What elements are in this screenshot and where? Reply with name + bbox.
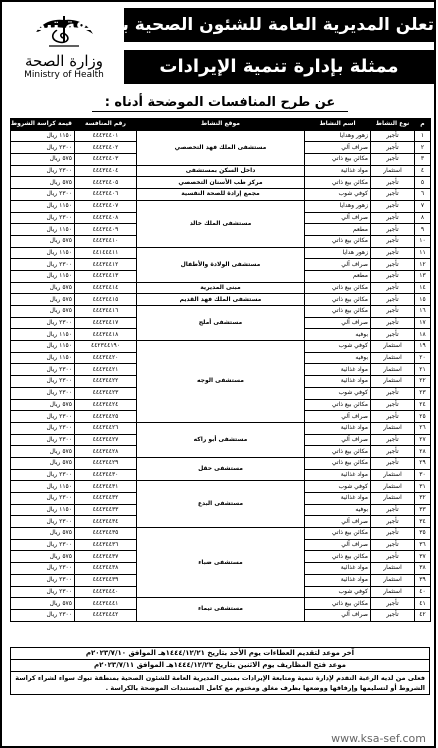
cell-type: تأجير <box>371 609 415 621</box>
cell-type: تأجير <box>371 270 415 282</box>
cell-name: مكائن بيع ذاتي <box>305 457 371 469</box>
cell-type: تأجير <box>371 434 415 446</box>
tender-subtitle <box>2 94 438 112</box>
cell-index: ١٩ <box>415 341 431 353</box>
logo-arabic-text: وزارة الصحة <box>25 52 103 70</box>
cell-price: ١١٥٠ ريال <box>11 329 75 341</box>
cell-number: ٤٤٤٣٤٤٢٣ <box>75 387 137 399</box>
cell-index: ٣٨ <box>415 563 431 575</box>
cell-site: داخل السكن بمستشفى <box>137 165 305 177</box>
cell-type: تأجير <box>371 154 415 166</box>
cell-index: ١٨ <box>415 329 431 341</box>
cell-site: مستشفى تيماء <box>137 598 305 621</box>
deadline-line: آخر موعد لتقديم العطاءات يوم الأحد بتاريخ ١٤٤٤/١٢/٢١هـ الموافق ٢٠٢٣/٧/١٠م <box>10 647 430 660</box>
table-row <box>11 422 431 434</box>
cell-site: مركز طب الأسنان التخصصي <box>137 177 305 189</box>
cell-type: تأجير <box>371 516 415 528</box>
cell-number: ٤٤٤٣٤٤٠٣ <box>75 154 137 166</box>
cell-index: ٤١ <box>415 598 431 610</box>
cell-type: استثمار <box>371 341 415 353</box>
cell-price: ١١٥٠ ريال <box>11 341 75 353</box>
cell-type: تأجير <box>371 224 415 236</box>
cell-type: استثمار <box>371 574 415 586</box>
cell-index: ٣٦ <box>415 539 431 551</box>
table-row <box>11 177 431 189</box>
cell-price: ٥٧٥ ريال <box>11 154 75 166</box>
subtitle-text: عن طرح المنافسات الموضحة أدناه : <box>104 95 336 110</box>
cell-number: ٤٤٤٣٤٤٣٣ <box>75 504 137 516</box>
cell-price: ٢٣٠٠ ريال <box>11 609 75 621</box>
cell-price: ١١٥٠ ريال <box>11 504 75 516</box>
cell-price: ٢٣٠٠ ريال <box>11 434 75 446</box>
cell-index: ٢٧ <box>415 434 431 446</box>
cell-price: ٢٣٠٠ ريال <box>11 142 75 154</box>
cell-type: استثمار <box>371 481 415 493</box>
table-row <box>11 457 431 469</box>
cell-price: ٥٧٥ ريال <box>11 446 75 458</box>
cell-price: ٢٣٠٠ ريال <box>11 469 75 481</box>
cell-name: مواد غذائية <box>305 563 371 575</box>
cell-name: مكائن بيع ذاتي <box>305 306 371 318</box>
cell-type: تأجير <box>371 329 415 341</box>
cell-type: تأجير <box>371 446 415 458</box>
cell-number: ٤٤٤٣٤٤٠٢ <box>75 142 137 154</box>
cell-index: ٣٣ <box>415 504 431 516</box>
cell-index: ٣٠ <box>415 469 431 481</box>
cell-price: ٢٣٠٠ ريال <box>11 493 75 505</box>
cell-site: مجمع إرادة للصحة النفسية <box>137 189 305 201</box>
cell-index: ٢١ <box>415 364 431 376</box>
table-row <box>11 294 431 306</box>
tenders-table <box>10 118 431 622</box>
cell-index: ٢٢ <box>415 376 431 388</box>
cell-name: مطعم <box>305 224 371 236</box>
cell-price: ٢٣٠٠ ريال <box>11 574 75 586</box>
cell-number: ٤٤٤٣٤٤٠٧ <box>75 200 137 212</box>
cell-number: ٤٤٤٣٤٤٠٦ <box>75 189 137 201</box>
cell-price: ٢٣٠٠ ريال <box>11 317 75 329</box>
cell-number: ٤٤٤٣٤٤١٦ <box>75 306 137 318</box>
col-header-site: موقع النشاط <box>137 119 305 131</box>
cell-index: ١٧ <box>415 317 431 329</box>
table-body <box>11 130 431 621</box>
cell-site: مستشفى ضباء <box>137 528 305 598</box>
cell-index: ١ <box>415 130 431 142</box>
cell-number: ٤٤٤٣٤٤٤٢ <box>75 609 137 621</box>
cell-number: ٤٤٤٣٤٤٢٩ <box>75 457 137 469</box>
cell-number: ٤٤٤٣٤٤٢٦ <box>75 422 137 434</box>
cell-number: ٤٤٤٣٤٤٣٩ <box>75 574 137 586</box>
cell-price: ٥٧٥ ريال <box>11 306 75 318</box>
cell-number: ٤٤٤٣٤٤٤١ <box>75 598 137 610</box>
table-row <box>11 282 431 294</box>
cell-price: ٢٣٠٠ ريال <box>11 212 75 224</box>
cell-number: ٤٤٤٣٤٤٢٨ <box>75 446 137 458</box>
cell-type: تأجير <box>371 247 415 259</box>
cell-price: ٢٣٠٠ ريال <box>11 586 75 598</box>
cell-site: مستشفى أبو راكه <box>137 422 305 457</box>
cell-index: ٣٧ <box>415 551 431 563</box>
cell-index: ٢٤ <box>415 399 431 411</box>
cell-name: صراف آلي <box>305 212 371 224</box>
cell-type: استثمار <box>371 469 415 481</box>
cell-index: ٢٣ <box>415 387 431 399</box>
cell-index: ٣٤ <box>415 516 431 528</box>
cell-site: مستشفى الوجه <box>137 341 305 423</box>
cell-name: كوفي شوب <box>305 189 371 201</box>
table-row <box>11 165 431 177</box>
cell-name: مواد غذائية <box>305 364 371 376</box>
cell-site: مستشفى حقل <box>137 457 305 480</box>
cell-price: ٥٧٥ ريال <box>11 528 75 540</box>
cell-name: مواد غذائية <box>305 469 371 481</box>
cell-index: ٢ <box>415 142 431 154</box>
cell-price: ٥٧٥ ريال <box>11 294 75 306</box>
cell-index: ١٠ <box>415 235 431 247</box>
cell-number: ٤٤٤٣٤٤٣٢ <box>75 493 137 505</box>
cell-type: تأجير <box>371 317 415 329</box>
cell-index: ٢٥ <box>415 411 431 423</box>
cell-name: مكائن بيع ذاتي <box>305 399 371 411</box>
cell-name: مطعم <box>305 270 371 282</box>
cell-name: مواد غذائية <box>305 376 371 388</box>
cell-index: ١١ <box>415 247 431 259</box>
cell-name: صراف آلي <box>305 539 371 551</box>
cell-name: مكائن بيع ذاتي <box>305 177 371 189</box>
banner-title: تعلن المديرية العامة للشئون الصحية بمنطقة تبوك <box>124 8 434 42</box>
cell-number: ٤٤٤٣٤٤٢١ <box>75 364 137 376</box>
cell-index: ٤ <box>415 165 431 177</box>
table-header-row <box>11 119 431 131</box>
cell-index: ٧ <box>415 200 431 212</box>
cell-name: صراف آلي <box>305 317 371 329</box>
cell-type: تأجير <box>371 200 415 212</box>
cell-type: تأجير <box>371 294 415 306</box>
col-header-type: نوع النشاط <box>371 119 415 131</box>
cell-price: ٥٧٥ ريال <box>11 177 75 189</box>
col-header-index: م <box>415 119 431 131</box>
cell-index: ٢٩ <box>415 457 431 469</box>
cell-price: ٥٧٥ ريال <box>11 399 75 411</box>
cell-price: ٢٣٠٠ ريال <box>11 387 75 399</box>
col-header-price: قيمة كراسة الشروط <box>11 119 75 131</box>
cell-name: صراف آلي <box>305 609 371 621</box>
cell-name: زهور وهدايا <box>305 130 371 142</box>
cell-name: مواد غذائية <box>305 165 371 177</box>
cell-index: ١٢ <box>415 259 431 271</box>
table-row <box>11 598 431 610</box>
cell-name: صراف آلي <box>305 434 371 446</box>
cell-site: مستشفى الملك خالد <box>137 200 305 247</box>
cell-number: ٤٤٤٣٤٤٣٥ <box>75 528 137 540</box>
logo-english-text: Ministry of Health <box>24 70 104 80</box>
cell-name: مكائن بيع ذاتي <box>305 294 371 306</box>
cell-type: استثمار <box>371 165 415 177</box>
cell-index: ٤٢ <box>415 609 431 621</box>
cell-number: ٤٤٤٣٤٤٤٠ <box>75 586 137 598</box>
cell-number: ٤٤٤٣٤٤٣٤ <box>75 516 137 528</box>
cell-number: ٤٤٤٣٤٤١٧ <box>75 317 137 329</box>
cell-number: ٤٤٤٣٤٤٢٠ <box>75 352 137 364</box>
cell-site: مبنى المديرية <box>137 282 305 294</box>
cell-name: صراف آلي <box>305 142 371 154</box>
cell-number: ٤٤٤٣٤٤٢٧ <box>75 434 137 446</box>
cell-number: ٤٤٤٣٤٤١٥ <box>75 294 137 306</box>
cell-price: ٥٧٥ ريال <box>11 551 75 563</box>
cell-type: استثمار <box>371 586 415 598</box>
cell-index: ٣٢ <box>415 493 431 505</box>
header <box>6 6 434 90</box>
cell-type: استثمار <box>371 422 415 434</box>
instructions-note: فعلى من لديه الرغبة التقدم لإدارة تنمية ومتابعة الإيرادات بمبنى المديرية العامة للشئون الصحية بمنطقة تبوك سواء لشراء كراسة الشروط أو لتسليمها وإرفاقها ووضعها بظرف مغلق ومختوم مع كامل المستندات الموضحة بالكراسة . <box>10 672 430 695</box>
cell-type: تأجير <box>371 130 415 142</box>
cell-site: مستشفى أملج <box>137 306 305 341</box>
cell-number: ٤٤٤٣٤٤١٤ <box>75 282 137 294</box>
cell-number: ٤٤٤٣٤٤٣٨ <box>75 563 137 575</box>
cell-type: تأجير <box>371 387 415 399</box>
cell-price: ٢٣٠٠ ريال <box>11 563 75 575</box>
cell-price: ١١٥٠ ريال <box>11 270 75 282</box>
cell-name: كوفي شوب <box>305 586 371 598</box>
cell-price: ٥٧٥ ريال <box>11 457 75 469</box>
cell-price: ٢٣٠٠ ريال <box>11 189 75 201</box>
cell-type: تأجير <box>371 528 415 540</box>
cell-price: ١١٥٠ ريال <box>11 130 75 142</box>
cell-site: مستشفى الملك فهد القديم <box>137 294 305 306</box>
cell-type: تأجير <box>371 282 415 294</box>
cell-price: ١١٥٠ ريال <box>11 352 75 364</box>
cell-number: ٤٤١٤٤٤١١ <box>75 247 137 259</box>
cell-index: ١٤ <box>415 282 431 294</box>
cell-price: ١١٥٠ ريال <box>11 481 75 493</box>
cell-type: تأجير <box>371 399 415 411</box>
cell-name: زهور هدايا <box>305 247 371 259</box>
cell-price: ٥٧٥ ريال <box>11 598 75 610</box>
cell-index: ٢٨ <box>415 446 431 458</box>
cell-price: ١١٥٠ ريال <box>11 224 75 236</box>
cell-type: استثمار <box>371 376 415 388</box>
watermark: www.ksa-sef.com <box>331 732 426 745</box>
cell-price: ٢٣٠٠ ريال <box>11 364 75 376</box>
table-row <box>11 130 431 142</box>
cell-name: صراف آلي <box>305 411 371 423</box>
cell-type: تأجير <box>371 235 415 247</box>
table-row <box>11 247 431 259</box>
table-row <box>11 528 431 540</box>
cell-number: ٤٤٤٣٤٤٠٤ <box>75 165 137 177</box>
table-row <box>11 200 431 212</box>
col-header-number: رقم المنافسة <box>75 119 137 131</box>
cell-type: تأجير <box>371 177 415 189</box>
cell-site: مستشفى الملك فهد التخصصي <box>137 130 305 165</box>
cell-price: ٥٧٥ ريال <box>11 235 75 247</box>
cell-number: ٤٤٤٣٤٤٠١ <box>75 130 137 142</box>
cell-name: صراف آلي <box>305 516 371 528</box>
table-row <box>11 306 431 318</box>
cell-number: ٤٤٤٣٤٤٢٤ <box>75 399 137 411</box>
cell-index: ٨ <box>415 212 431 224</box>
banner-subtitle: ممثلة بإدارة تنمية الإيرادات <box>124 50 434 84</box>
cell-number: ٤٤٤٣٤٤٢٢ <box>75 376 137 388</box>
cell-name: كوفي شوب <box>305 341 371 353</box>
cell-index: ١٥ <box>415 294 431 306</box>
cell-price: ٢٣٠٠ ريال <box>11 165 75 177</box>
cell-index: ٣١ <box>415 481 431 493</box>
cell-price: ١١٥٠ ريال <box>11 200 75 212</box>
cell-number: ٤٤٤٣٤٤٣٧ <box>75 551 137 563</box>
cell-index: ٣ <box>415 154 431 166</box>
col-header-name: اسم النشاط <box>305 119 371 131</box>
cell-type: تأجير <box>371 259 415 271</box>
cell-name: بوفيه <box>305 352 371 364</box>
cell-price: ٢٣٠٠ ريال <box>11 422 75 434</box>
cell-index: ٣٥ <box>415 528 431 540</box>
cell-number: ٤٤٤٣٤٤١٢ <box>75 259 137 271</box>
cell-number: ٤٤٤٣٤٤٣٦ <box>75 539 137 551</box>
cell-index: ٣٩ <box>415 574 431 586</box>
cell-number: ٤٤٤٣٤٤٠٨ <box>75 212 137 224</box>
cell-number: ٤٤٤٣٤٤٠٩ <box>75 224 137 236</box>
table-row <box>11 341 431 353</box>
cell-type: تأجير <box>371 504 415 516</box>
cell-name: مكائن بيع ذاتي <box>305 235 371 247</box>
cell-name: مكائن بيع ذاتي <box>305 598 371 610</box>
cell-name: كوفي شوب <box>305 387 371 399</box>
cell-number: ٤٤٤٣٤٤١٣ <box>75 270 137 282</box>
cell-index: ٥ <box>415 177 431 189</box>
cell-type: تأجير <box>371 457 415 469</box>
cell-type: استثمار <box>371 493 415 505</box>
cell-price: ١١٥٠ ريال <box>11 247 75 259</box>
cell-price: ٢٣٠٠ ريال <box>11 411 75 423</box>
cell-name: مواد غذائية <box>305 493 371 505</box>
cell-index: ٦ <box>415 189 431 201</box>
cell-price: ٢٣٠٠ ريال <box>11 259 75 271</box>
cell-number: ٤٤٤٣٤٤٣٠ <box>75 469 137 481</box>
cell-index: ٢٠ <box>415 352 431 364</box>
table-row <box>11 481 431 493</box>
cell-number: ٤٤٢٣٤٤١٩٠ <box>75 341 137 353</box>
cell-number: ٤٤٤٣٤٤١٨ <box>75 329 137 341</box>
cell-index: ٢٦ <box>415 422 431 434</box>
cell-type: استثمار <box>371 563 415 575</box>
cell-site: مستشفى البدع <box>137 481 305 528</box>
cell-type: استثمار <box>371 352 415 364</box>
cell-number: ٤٤٤٣٤٤١٠ <box>75 235 137 247</box>
cell-price: ٥٧٥ ريال <box>11 282 75 294</box>
cell-name: مكائن بيع ذاتي <box>305 551 371 563</box>
cell-number: ٤٤٤٣٤٤٢٥ <box>75 411 137 423</box>
cell-type: تأجير <box>371 551 415 563</box>
cell-name: مواد غذائية <box>305 574 371 586</box>
subtitle-underline <box>92 111 348 112</box>
cell-index: ٩ <box>415 224 431 236</box>
cell-name: بوفيه <box>305 504 371 516</box>
cell-index: ١٣ <box>415 270 431 282</box>
cell-name: صراف آلي <box>305 259 371 271</box>
cell-name: مكائن بيع ذاتي <box>305 446 371 458</box>
cell-type: تأجير <box>371 212 415 224</box>
cell-type: تأجير <box>371 539 415 551</box>
cell-type: تأجير <box>371 598 415 610</box>
cell-name: مكائن بيع ذاتي <box>305 528 371 540</box>
cell-type: تأجير <box>371 189 415 201</box>
cell-name: كوفي شوب <box>305 481 371 493</box>
cell-name: مواد غذائية <box>305 422 371 434</box>
cell-type: تأجير <box>371 411 415 423</box>
cell-name: مكائن بيع ذاتي <box>305 282 371 294</box>
cell-type: تأجير <box>371 306 415 318</box>
cell-name: مكائن بيع ذاتي <box>305 154 371 166</box>
cell-index: ٤٠ <box>415 586 431 598</box>
cell-index: ١٦ <box>415 306 431 318</box>
cell-type: تأجير <box>371 142 415 154</box>
cell-number: ٤٤٤٣٤٤٠٥ <box>75 177 137 189</box>
table-row <box>11 189 431 201</box>
cell-type: استثمار <box>371 364 415 376</box>
cell-price: ٢٣٠٠ ريال <box>11 516 75 528</box>
cell-site: مستشفى الولادة والأطفال <box>137 247 305 282</box>
footer <box>10 647 430 695</box>
cell-name: زهور وهدايا <box>305 200 371 212</box>
cell-name: بوفيه <box>305 329 371 341</box>
cell-price: ٢٣٠٠ ريال <box>11 376 75 388</box>
cell-number: ٤٤٤٣٤٤٣١ <box>75 481 137 493</box>
cell-price: ٢٣٠٠ ريال <box>11 539 75 551</box>
envelope-opening-line: موعد فتح المظاريف يوم الاثنين بتاريخ ١٤٤٤/١٢/٢٢هـ الموافق ٢٠٢٣/٧/١١م <box>10 660 430 672</box>
